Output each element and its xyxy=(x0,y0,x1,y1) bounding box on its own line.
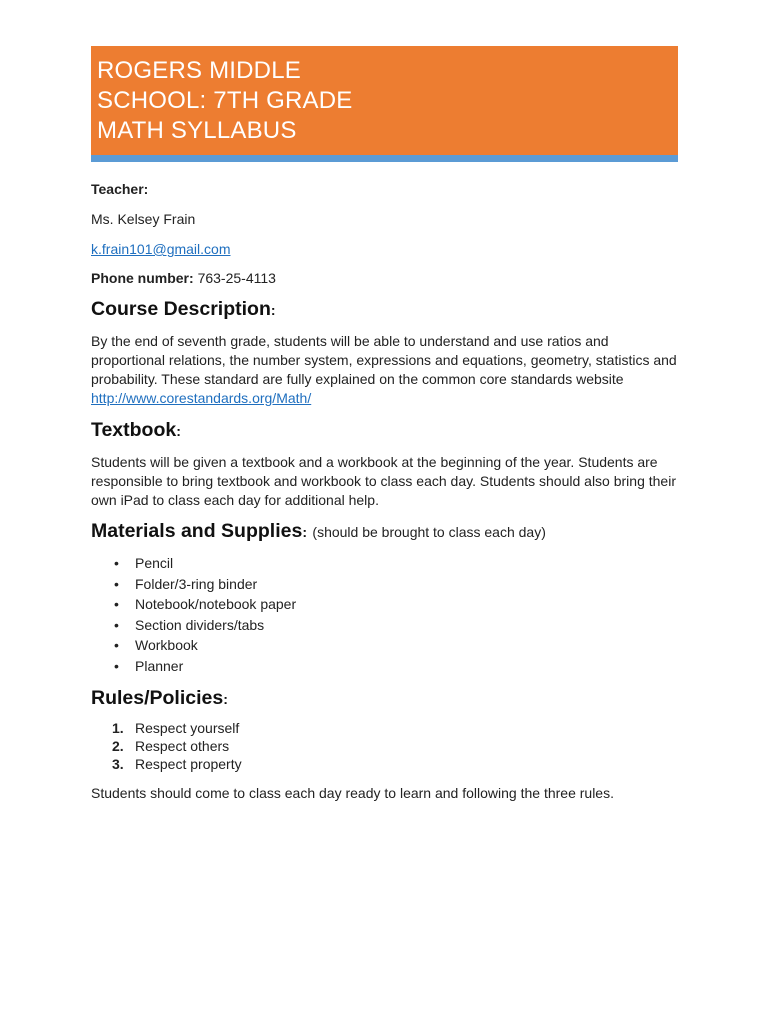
list-item: • Workbook xyxy=(91,635,678,656)
course-description-text: By the end of seventh grade, students will be able to understand and use ratios and proportional relations, the number system, expressions and equations, geometry, statistics and probability. These standard are fully explained on the common core standards website http://www.corestandards.org/Math/ xyxy=(91,333,677,406)
list-item: • Planner xyxy=(91,656,678,677)
materials-heading: Materials and Supplies: (should be brought to class each day) xyxy=(91,520,546,542)
syllabus-page xyxy=(91,46,678,803)
rules-list xyxy=(91,719,678,773)
materials-note: (should be brought to class each day) xyxy=(312,524,546,540)
title-banner xyxy=(91,46,678,162)
textbook-heading: Textbook: xyxy=(91,419,181,441)
teacher-label: Teacher: xyxy=(91,181,149,197)
phone-number: 763-25-4113 xyxy=(197,270,276,286)
list-item: 1. Respect yourself xyxy=(112,720,240,736)
rules-heading: Rules/Policies: xyxy=(91,687,228,709)
list-item: • Pencil xyxy=(91,553,678,574)
course-description-heading: Course Description: xyxy=(91,298,276,320)
phone-line xyxy=(91,269,678,288)
list-item: 2. Respect others xyxy=(112,738,230,754)
list-item: • Notebook/notebook paper xyxy=(91,594,678,615)
teacher-email-link[interactable]: k.frain101@gmail.com xyxy=(91,241,231,257)
list-item: 3. Respect property xyxy=(112,756,242,772)
list-item: • Folder/3-ring binder xyxy=(91,574,678,595)
document-title: ROGERS MIDDLE SCHOOL: 7TH GRADE MATH SYLLABUS xyxy=(97,57,353,144)
textbook-text: Students will be given a textbook and a workbook at the beginning of the year. Students are responsible to bring textbook and workbook to class each day. Students should also bring their own iPad to class each day for additional help. xyxy=(91,454,676,508)
rules-footer-text: Students should come to class each day ready to learn and following the three rules. xyxy=(91,785,614,801)
phone-label: Phone number: xyxy=(91,270,194,286)
materials-list xyxy=(91,553,678,676)
teacher-name: Ms. Kelsey Frain xyxy=(91,211,196,227)
list-item: • Section dividers/tabs xyxy=(91,615,678,636)
corestandards-link[interactable]: http://www.corestandards.org/Math/ xyxy=(91,390,312,406)
